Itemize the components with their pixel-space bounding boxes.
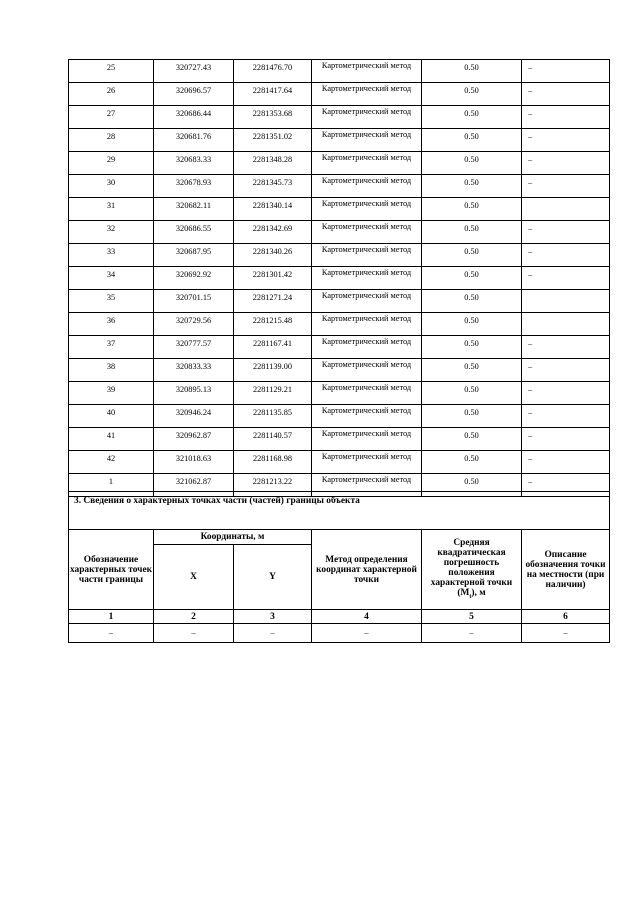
method-cell: Картометрический метод	[312, 175, 422, 198]
description-cell: –	[522, 83, 610, 106]
method-cell: Картометрический метод	[312, 313, 422, 336]
method-cell: Картометрический метод	[312, 359, 422, 382]
accuracy-cell: 0.50	[422, 221, 522, 244]
y-coordinate-cell: 2281348.28	[234, 152, 312, 175]
table-row	[69, 267, 610, 290]
table-row	[69, 106, 610, 129]
description-cell: –	[522, 152, 610, 175]
accuracy-cell: 0.50	[422, 129, 522, 152]
method-cell: Картометрический метод	[312, 152, 422, 175]
description-cell	[522, 198, 610, 221]
method-cell: Картометрический метод	[312, 106, 422, 129]
description-cell: –	[522, 129, 610, 152]
point-number-cell: 42	[69, 451, 154, 474]
point-number-cell: 28	[69, 129, 154, 152]
point-number-cell: 27	[69, 106, 154, 129]
y-coordinate-cell: 2281340.26	[234, 244, 312, 267]
y-coordinate-cell: 2281351.02	[234, 129, 312, 152]
accuracy-cell: 0.50	[422, 428, 522, 451]
header-description: Описание обозначения точки на местности (при наличии)	[522, 530, 610, 610]
point-number-cell: 1	[69, 474, 154, 497]
point-number-cell: 25	[69, 60, 154, 83]
table-row	[69, 152, 610, 175]
x-coordinate-cell: 320777.57	[154, 336, 234, 359]
y-coordinate-cell: 2281140.57	[234, 428, 312, 451]
description-cell: –	[522, 60, 610, 83]
x-coordinate-cell: 320946.24	[154, 405, 234, 428]
x-coordinate-cell: 320696.57	[154, 83, 234, 106]
column-number: 4	[312, 610, 422, 624]
method-cell: Картометрический метод	[312, 83, 422, 106]
point-number-cell: 39	[69, 382, 154, 405]
accuracy-cell: 0.50	[422, 106, 522, 129]
y-coordinate-cell: 2281129.21	[234, 382, 312, 405]
y-coordinate-cell: 2281135.85	[234, 405, 312, 428]
x-coordinate-cell: 320686.55	[154, 221, 234, 244]
accuracy-cell: 0.50	[422, 244, 522, 267]
description-cell	[522, 313, 610, 336]
point-number-cell: 40	[69, 405, 154, 428]
accuracy-cell: 0.50	[422, 313, 522, 336]
empty-cell: –	[69, 624, 154, 643]
description-cell: –	[522, 451, 610, 474]
point-number-cell: 30	[69, 175, 154, 198]
method-cell: Картометрический метод	[312, 221, 422, 244]
accuracy-cell: 0.50	[422, 83, 522, 106]
table-row	[69, 428, 610, 451]
point-number-cell: 35	[69, 290, 154, 313]
x-coordinate-cell: 320729.56	[154, 313, 234, 336]
empty-cell: –	[522, 624, 610, 643]
method-cell: Картометрический метод	[312, 451, 422, 474]
accuracy-cell: 0.50	[422, 175, 522, 198]
y-coordinate-cell: 2281345.73	[234, 175, 312, 198]
method-cell: Картометрический метод	[312, 198, 422, 221]
table-row	[69, 359, 610, 382]
point-number-cell: 38	[69, 359, 154, 382]
method-cell: Картометрический метод	[312, 428, 422, 451]
x-coordinate-cell: 320962.87	[154, 428, 234, 451]
section3-table	[68, 491, 610, 643]
method-cell: Картометрический метод	[312, 382, 422, 405]
table-row	[69, 221, 610, 244]
description-cell	[522, 290, 610, 313]
description-cell: –	[522, 267, 610, 290]
x-coordinate-cell: 320727.43	[154, 60, 234, 83]
description-cell: –	[522, 244, 610, 267]
header-accuracy: Средняя квадратическая погрешность положения характерной точки $(M_t)$, м	[422, 530, 522, 610]
points-table	[68, 59, 610, 497]
method-cell: Картометрический метод	[312, 60, 422, 83]
accuracy-cell: 0.50	[422, 198, 522, 221]
table-row	[69, 198, 610, 221]
x-coordinate-cell: 320701.15	[154, 290, 234, 313]
description-cell: –	[522, 474, 610, 497]
column-number: 5	[422, 610, 522, 624]
description-cell: –	[522, 336, 610, 359]
accuracy-cell: 0.50	[422, 451, 522, 474]
x-coordinate-cell: 321018.63	[154, 451, 234, 474]
method-cell: Картометрический метод	[312, 129, 422, 152]
points-table-body	[69, 60, 610, 497]
y-coordinate-cell: 2281271.24	[234, 290, 312, 313]
column-number: 6	[522, 610, 610, 624]
column-number: 2	[154, 610, 234, 624]
description-cell: –	[522, 106, 610, 129]
column-number: 1	[69, 610, 154, 624]
accuracy-cell: 0.50	[422, 336, 522, 359]
y-coordinate-cell: 2281167.41	[234, 336, 312, 359]
table-row	[69, 60, 610, 83]
header-x: X	[154, 545, 234, 610]
point-number-cell: 32	[69, 221, 154, 244]
y-coordinate-cell: 2281340.14	[234, 198, 312, 221]
x-coordinate-cell: 320683.33	[154, 152, 234, 175]
empty-cell: –	[422, 624, 522, 643]
y-coordinate-cell: 2281168.98	[234, 451, 312, 474]
empty-cell: –	[234, 624, 312, 643]
header-coordinates: Координаты, м	[154, 530, 312, 545]
y-coordinate-cell: 2281213.22	[234, 474, 312, 497]
accuracy-cell: 0.50	[422, 474, 522, 497]
description-cell: –	[522, 382, 610, 405]
accuracy-cell: 0.50	[422, 267, 522, 290]
section3-title: 3. Сведения о характерных точках части (частей) границы объекта	[69, 492, 610, 530]
y-coordinate-cell: 2281342.69	[234, 221, 312, 244]
point-number-cell: 41	[69, 428, 154, 451]
accuracy-cell: 0.50	[422, 405, 522, 428]
x-coordinate-cell: 320895.13	[154, 382, 234, 405]
point-number-cell: 26	[69, 83, 154, 106]
table-row	[69, 175, 610, 198]
table-row	[69, 624, 610, 643]
table-row	[69, 382, 610, 405]
description-cell: –	[522, 359, 610, 382]
x-coordinate-cell: 320833.33	[154, 359, 234, 382]
x-coordinate-cell: 320678.93	[154, 175, 234, 198]
y-coordinate-cell: 2281139.00	[234, 359, 312, 382]
accuracy-cell: 0.50	[422, 60, 522, 83]
description-cell: –	[522, 405, 610, 428]
point-number-cell: 29	[69, 152, 154, 175]
description-cell: –	[522, 175, 610, 198]
point-number-cell: 34	[69, 267, 154, 290]
table-row	[69, 451, 610, 474]
header-y: Y	[234, 545, 312, 610]
accuracy-cell: 0.50	[422, 382, 522, 405]
x-coordinate-cell: 320692.92	[154, 267, 234, 290]
table-row	[69, 244, 610, 267]
method-cell: Картометрический метод	[312, 336, 422, 359]
method-cell: Картометрический метод	[312, 474, 422, 497]
y-coordinate-cell: 2281476.70	[234, 60, 312, 83]
header-method: Метод определения координат характерной точки	[312, 530, 422, 610]
accuracy-cell: 0.50	[422, 290, 522, 313]
description-cell: –	[522, 221, 610, 244]
y-coordinate-cell: 2281353.68	[234, 106, 312, 129]
accuracy-cell: 0.50	[422, 152, 522, 175]
method-cell: Картометрический метод	[312, 244, 422, 267]
header-designation: Обозначение характерных точек части границы	[69, 530, 154, 610]
y-coordinate-cell: 2281417.64	[234, 83, 312, 106]
y-coordinate-cell: 2281215.48	[234, 313, 312, 336]
table-row	[69, 83, 610, 106]
x-coordinate-cell: 321062.87	[154, 474, 234, 497]
point-number-cell: 37	[69, 336, 154, 359]
empty-cell: –	[154, 624, 234, 643]
table-row	[69, 405, 610, 428]
point-number-cell: 36	[69, 313, 154, 336]
point-number-cell: 31	[69, 198, 154, 221]
table-row	[69, 290, 610, 313]
table-row	[69, 129, 610, 152]
x-coordinate-cell: 320686.44	[154, 106, 234, 129]
method-cell: Картометрический метод	[312, 290, 422, 313]
method-cell: Картометрический метод	[312, 267, 422, 290]
x-coordinate-cell: 320682.11	[154, 198, 234, 221]
empty-cell: –	[312, 624, 422, 643]
table-row	[69, 313, 610, 336]
x-coordinate-cell: 320687.95	[154, 244, 234, 267]
accuracy-cell: 0.50	[422, 359, 522, 382]
column-number: 3	[234, 610, 312, 624]
y-coordinate-cell: 2281301.42	[234, 267, 312, 290]
method-cell: Картометрический метод	[312, 405, 422, 428]
description-cell: –	[522, 428, 610, 451]
table-row	[69, 336, 610, 359]
x-coordinate-cell: 320681.76	[154, 129, 234, 152]
point-number-cell: 33	[69, 244, 154, 267]
